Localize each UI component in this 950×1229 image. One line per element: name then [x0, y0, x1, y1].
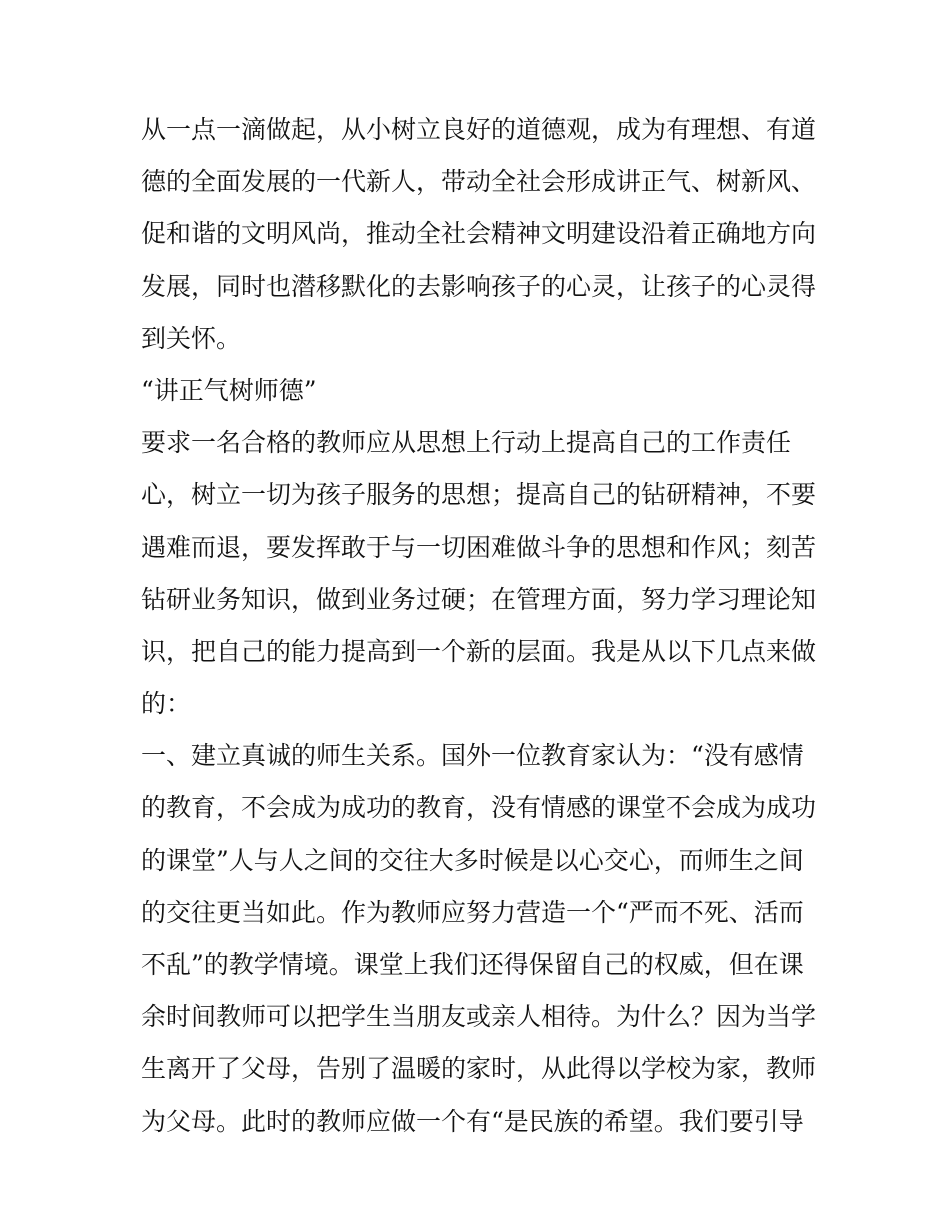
text-line: 心，树立一切为孩子服务的思想；提高自己的钻研精神，不要: [141, 480, 817, 510]
text-line: 的课堂”人与人之间的交往大多时候是以心交心，而师生之间: [141, 845, 804, 875]
text-line: 识，把自己的能力提高到一个新的层面。我是从以下几点来做: [141, 636, 817, 666]
section-heading: “讲正气树师德”: [141, 375, 317, 405]
text-line: 到关怀。: [141, 323, 242, 353]
text-line: 发展，同时也潜移默化的去影响孩子的心灵，让孩子的心灵得: [141, 271, 817, 301]
text-line: 遇难而退，要发挥敢于与一切困难做斗争的思想和作风；刻苦: [141, 532, 817, 562]
text-line: 钻研业务知识，做到业务过硬；在管理方面，努力学习理论知: [141, 584, 817, 614]
text-line: 生离开了父母，告别了温暖的家时，从此得以学校为家，教师: [141, 1054, 817, 1084]
text-line: 不乱”的教学情境。课堂上我们还得保留自己的权威，但在课: [141, 950, 804, 979]
text-line: 德的全面发展的一代新人，带动全社会形成讲正气、树新风、: [141, 167, 817, 197]
text-line: 的：: [141, 689, 192, 719]
text-line: 要求一名合格的教师应从思想上行动上提高自己的工作责任: [141, 428, 792, 458]
text-line: 从一点一滴做起，从小树立良好的道德观，成为有理想、有道: [141, 115, 817, 144]
text-line: 为父母。此时的教师应做一个有“是民族的希望。我们要引导: [141, 1106, 804, 1136]
text-line: 的交往更当如此。作为教师应努力营造一个“严而不死、活而: [141, 897, 804, 927]
text-line: 一、建立真诚的师生关系。国外一位教育家认为：“没有感情: [141, 741, 804, 771]
text-line: 余时间教师可以把学生当朋友或亲人相待。为什么？因为当学: [141, 1002, 817, 1032]
text-line: 促和谐的文明风尚，推动全社会精神文明建设沿着正确地方向: [141, 219, 817, 249]
body-text: [141, 104, 821, 1148]
text-line: 的教育，不会成为成功的教育，没有情感的课堂不会成为成功: [141, 793, 817, 823]
